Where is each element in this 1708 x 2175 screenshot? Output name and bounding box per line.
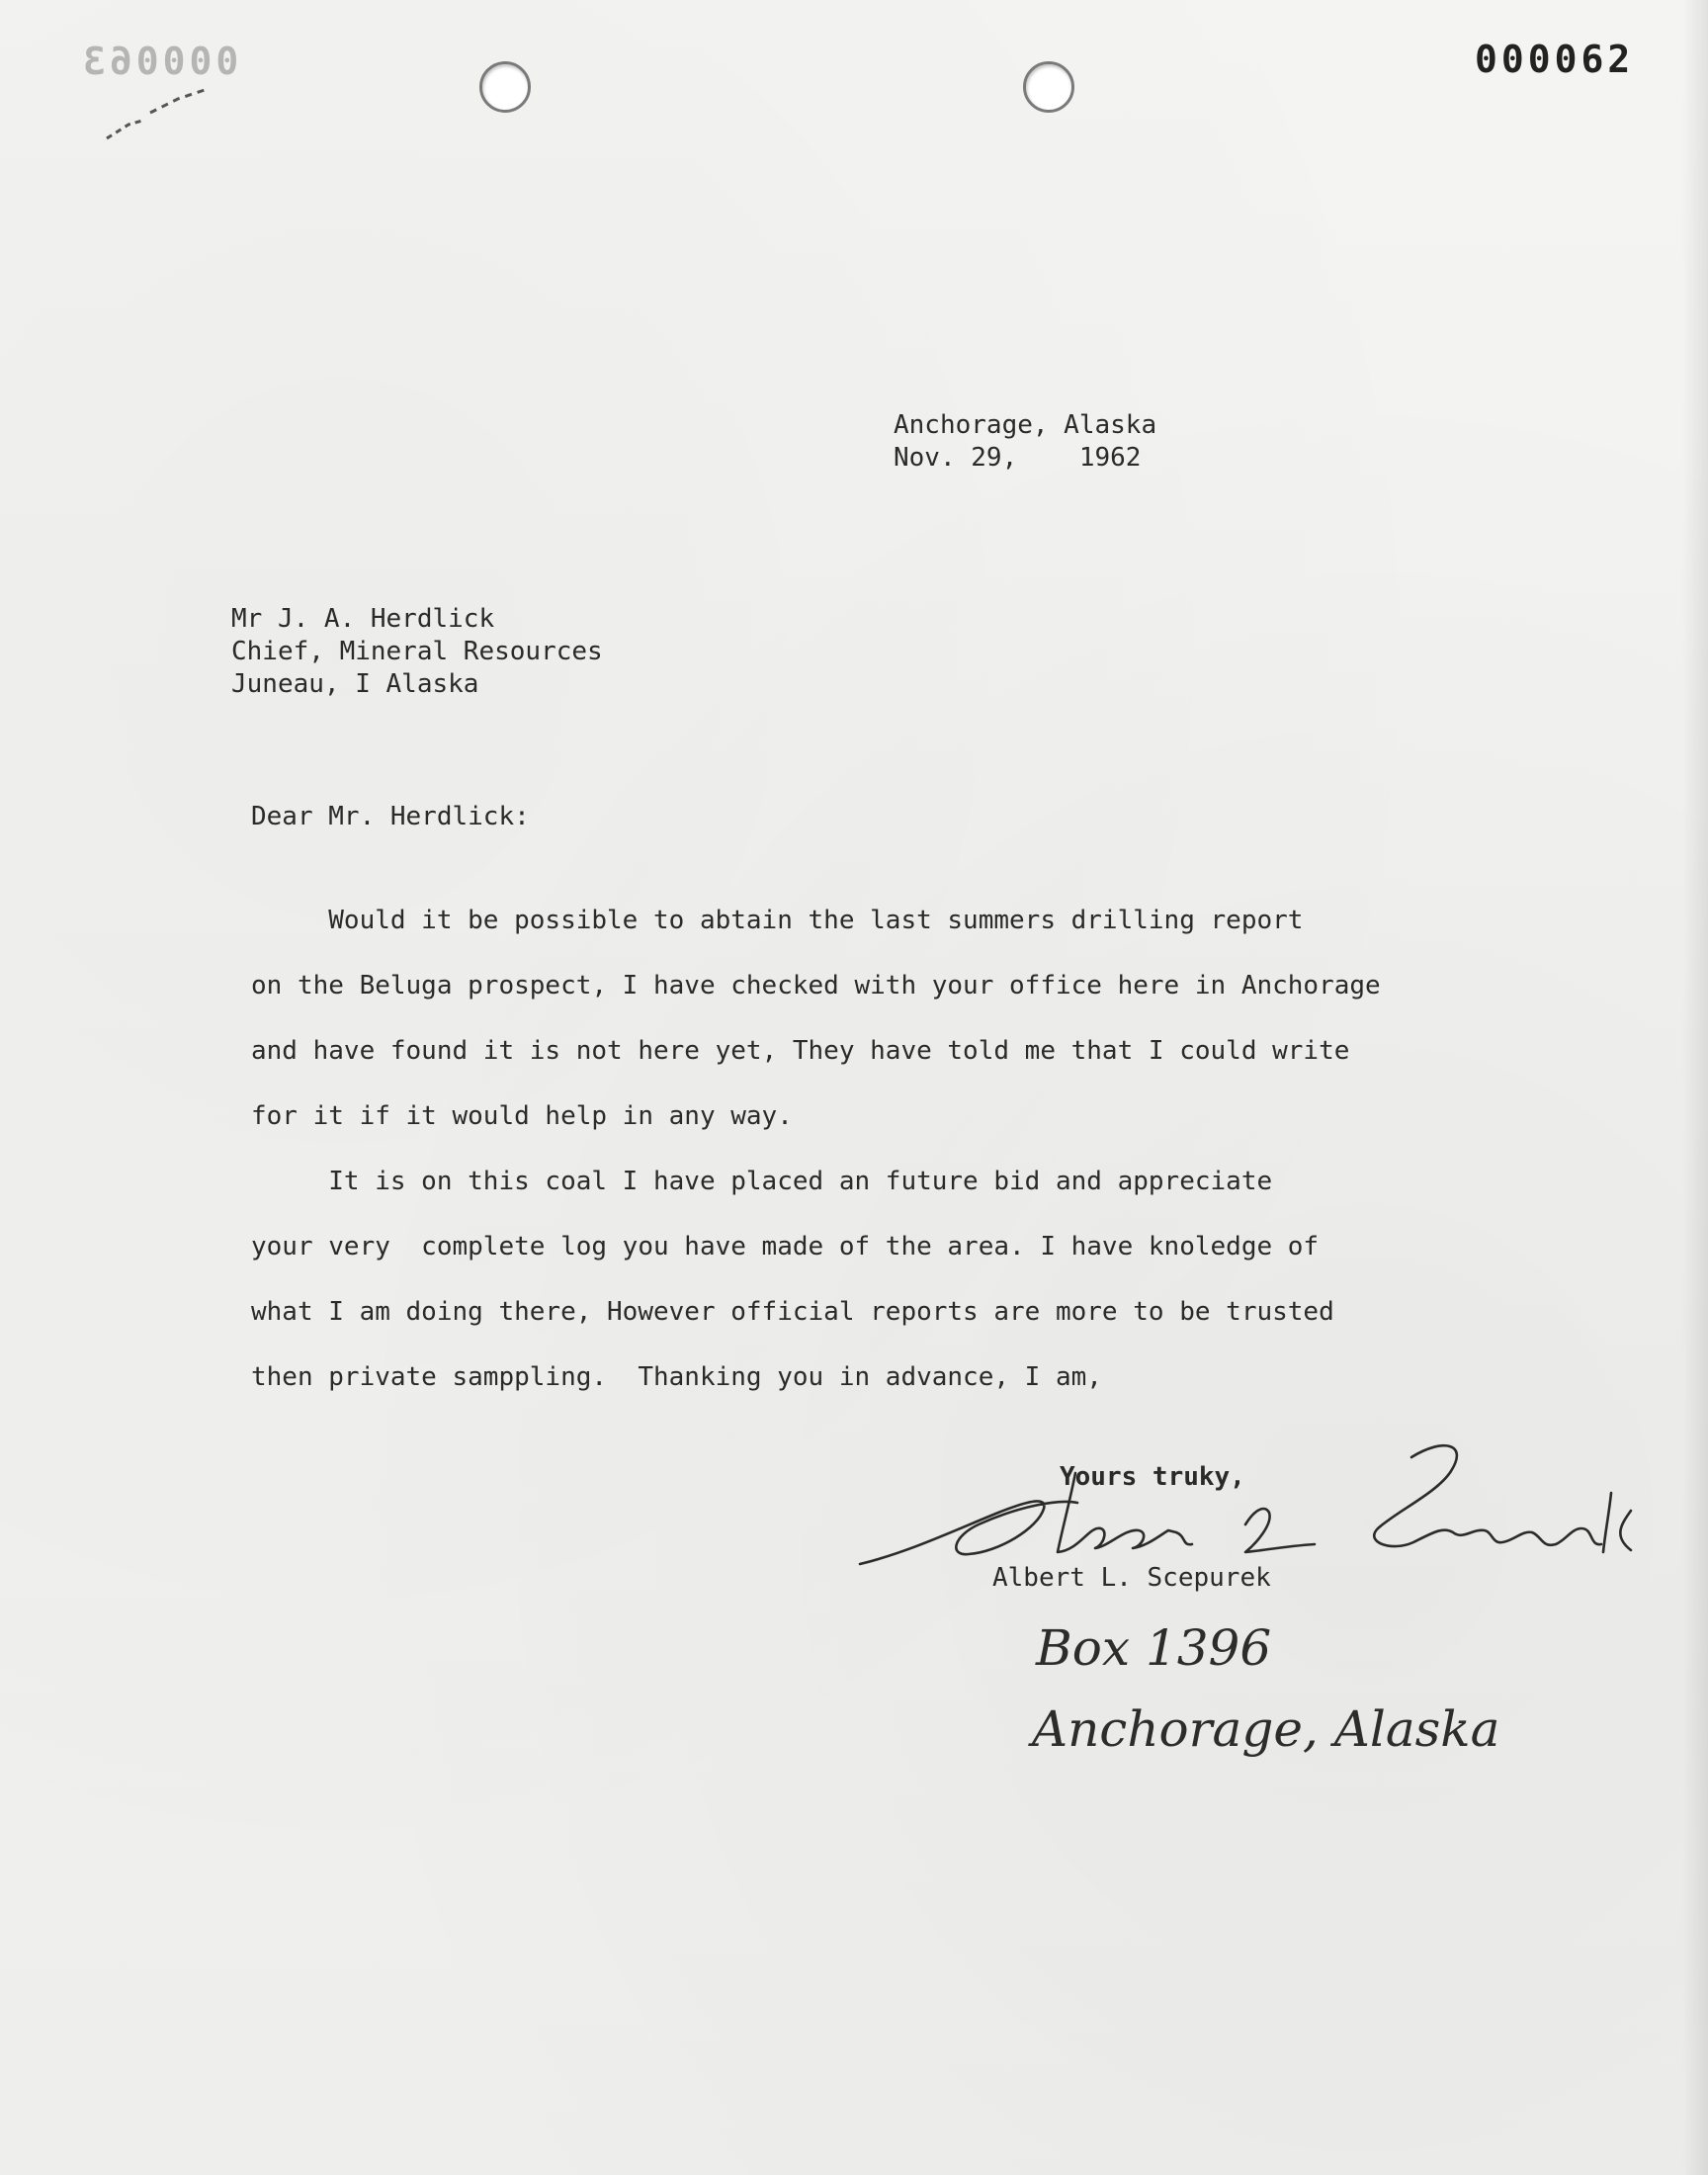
body-line: It is on this coal I have placed an future bid and appreciate <box>251 1167 1273 1196</box>
punch-hole-left <box>479 61 531 113</box>
handwritten-city: Anchorage, Alaska <box>1032 1700 1500 1758</box>
body-paragraph-2 <box>251 1149 1334 1410</box>
recipient-name: Mr J. A. Herdlick <box>231 604 495 634</box>
dateline-date: Nov. 29, 1962 <box>894 443 1142 473</box>
recipient-location: Juneau, I Alaska <box>231 669 479 699</box>
body-paragraph-1 <box>251 888 1381 1149</box>
mirror-page-number-stamp: 000063 <box>79 40 239 83</box>
body-line: and have found it is not here yet, They have told me that I could write <box>251 1036 1350 1066</box>
body-line: Would it be possible to abtain the last summers drilling report <box>251 906 1304 935</box>
body-line: your very complete log you have made of the area. I have knoledge of <box>251 1232 1320 1262</box>
dateline <box>894 409 1156 475</box>
punch-hole-right <box>1023 61 1074 113</box>
page-edge-shadow <box>1682 0 1708 2175</box>
closing: Yours truky, <box>1060 1462 1245 1492</box>
handwritten-box-number: Box 1396 <box>1036 1619 1272 1677</box>
recipient-title: Chief, Mineral Resources <box>231 637 603 666</box>
body-line: for it if it would help in any way. <box>251 1101 793 1131</box>
body-line: on the Beluga prospect, I have checked with your office here in Anchorage <box>251 971 1381 1000</box>
body-line: what I am doing there, However official reports are more to be trusted <box>251 1297 1334 1327</box>
body-line: then private samppling. Thanking you in advance, I am, <box>251 1362 1102 1392</box>
salutation: Dear Mr. Herdlick: <box>251 802 530 831</box>
typed-signer-name: Albert L. Scepurek <box>992 1563 1271 1593</box>
dateline-place: Anchorage, Alaska <box>894 410 1157 440</box>
recipient-address <box>231 603 603 701</box>
page-number-stamp: 000062 <box>1475 38 1635 81</box>
pencil-smudge <box>99 77 217 146</box>
